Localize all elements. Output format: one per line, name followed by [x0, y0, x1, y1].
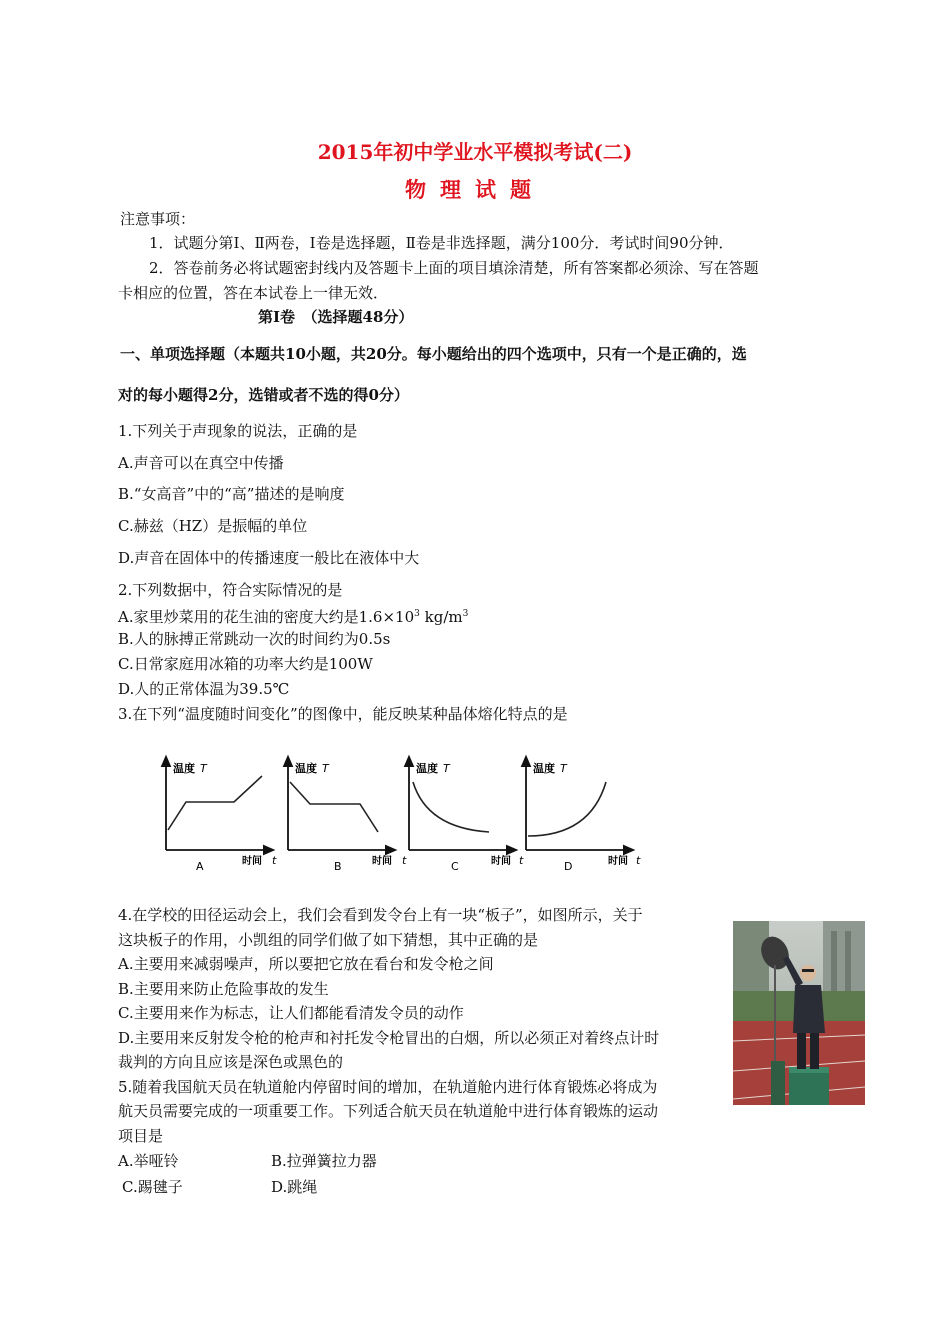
- q3-c-xvar: t: [519, 854, 524, 867]
- q3-b-yvar: T: [322, 762, 329, 775]
- q3-b-xvar: t: [402, 854, 407, 867]
- q1-option-d: D.声音在固体中的传播速度一般比在液体中大: [118, 549, 420, 567]
- q3-a-ylabel: 温度: [173, 762, 195, 775]
- q3-d-letter: D: [564, 860, 573, 873]
- q5-option-a: A.举哑铃: [118, 1152, 179, 1170]
- q1-option-c: C.赫兹（HZ）是振幅的单位: [118, 517, 308, 535]
- q1-option-b: B.“女高音”中的“高”描述的是响度: [118, 485, 345, 503]
- q3-stem: 3.在下列“温度随时间变化”的图像中，能反映某种晶体熔化特点的是: [118, 705, 568, 723]
- starter-platform-photo: [733, 921, 865, 1105]
- q3-c-xlabel: 时间: [491, 856, 511, 867]
- exam-title: 2015年初中学业水平模拟考试(二): [317, 140, 633, 164]
- q1-option-a: A.声音可以在真空中传播: [118, 454, 284, 472]
- q4-option-c: C.主要用来作为标志，让人们都能看清发令员的动作: [118, 1004, 464, 1022]
- q3-a-letter: A: [196, 860, 204, 873]
- notice-heading: 注意事项：: [120, 210, 196, 228]
- q3-c-yvar: T: [443, 762, 450, 775]
- q4-option-a: A.主要用来减弱噪声，所以要把它放在看台和发令枪之间: [118, 955, 494, 973]
- notice-item-2-cont: 卡相应的位置，答在本试卷上一律无效．: [118, 284, 389, 302]
- q3-b-letter: B: [334, 860, 342, 873]
- q4-stem-line1: 4.在学校的田径运动会上，我们会看到发令台上有一块“板子”，如图所示，关于: [118, 906, 643, 924]
- q2-a-exp: 3: [414, 609, 420, 619]
- q5-stem-line3: 项目是: [118, 1127, 164, 1145]
- q1-stem: 1.下列关于声现象的说法，正确的是: [118, 422, 358, 440]
- section-instructions: 一、单项选择题（本题共10小题，共20分。每小题给出的四个选项中，只有一个是正确的，选: [120, 345, 747, 363]
- part1-title: 第Ⅰ卷 （选择题48分）: [258, 308, 414, 326]
- q3-a-yvar: T: [200, 762, 207, 775]
- q5-option-b: B.拉弹簧拉力器: [271, 1152, 377, 1170]
- q3-d-xlabel: 时间: [608, 856, 628, 867]
- q2-option-a: [118, 604, 468, 627]
- q4-option-d: D.主要用来反射发令枪的枪声和衬托发令枪冒出的白烟，所以必须正对着终点计时: [118, 1029, 660, 1047]
- q3-d-yvar: T: [560, 762, 567, 775]
- q2-a-main: A.家里炒菜用的花生油的密度大约是1.6×10: [118, 608, 415, 626]
- q3-b-ylabel: 温度: [295, 762, 317, 775]
- q3-graph-b: [272, 752, 407, 877]
- q4-option-d-cont: 裁判的方向且应该是深色或黑色的: [118, 1053, 344, 1071]
- q5-option-d: D.跳绳: [271, 1178, 318, 1196]
- q3-b-xlabel: 时间: [372, 856, 392, 867]
- q2-option-c: C.日常家庭用冰箱的功率大约是100W: [118, 655, 373, 673]
- q5-option-c: C.踢毽子: [122, 1178, 183, 1196]
- q2-option-b: B.人的脉搏正常跳动一次的时间约为0.5s: [118, 630, 391, 648]
- q5-stem-line1: 5.随着我国航天员在轨道舱内停留时间的增加，在轨道舱内进行体育锻炼必将成为: [118, 1078, 658, 1096]
- q4-option-b: B.主要用来防止危险事故的发生: [118, 980, 329, 998]
- notice-item-1: 1．试题分第Ⅰ、Ⅱ两卷，Ⅰ卷是选择题，Ⅱ卷是非选择题，满分100分．考试时间90分钟．: [149, 234, 734, 252]
- q3-d-ylabel: 温度: [533, 762, 555, 775]
- q2-stem: 2.下列数据中，符合实际情况的是: [118, 581, 343, 599]
- q5-stem-line2: 航天员需要完成的一项重要工作。下列适合航天员在轨道舱中进行体育锻炼的运动: [118, 1102, 659, 1120]
- q3-c-letter: C: [451, 860, 459, 873]
- q3-a-xvar: t: [272, 854, 277, 867]
- q3-c-ylabel: 温度: [416, 762, 438, 775]
- subject-title: 物理试题: [405, 177, 545, 202]
- q3-graph-d: [510, 752, 645, 877]
- q2-a-unit: kg/m: [419, 608, 463, 626]
- q4-stem-line2: 这块板子的作用，小凯组的同学们做了如下猜想，其中正确的是: [118, 931, 539, 949]
- q2-option-d: D.人的正常体温为39.5℃: [118, 680, 290, 698]
- q3-graph-a: [150, 752, 280, 877]
- section-instructions-cont: 对的每小题得2分，选错或者不选的得0分）: [118, 386, 409, 404]
- q3-a-xlabel: 时间: [242, 856, 262, 867]
- notice-item-2: 2．答卷前务必将试题密封线内及答题卡上面的项目填涂清楚，所有答案都必须涂、写在答题: [149, 259, 759, 277]
- q3-d-xvar: t: [636, 854, 641, 867]
- q3-graph-c: [393, 752, 523, 877]
- q2-a-unit-exp: 3: [462, 609, 469, 619]
